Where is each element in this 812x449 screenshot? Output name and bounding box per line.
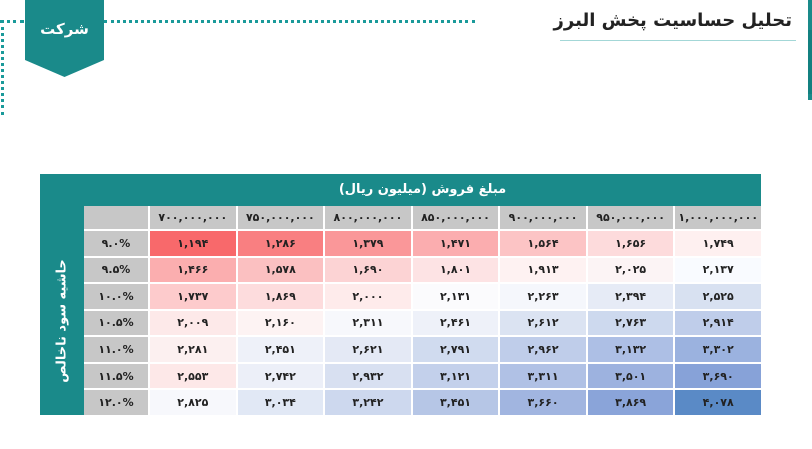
table-cell: ۲,۱۳۷ <box>675 258 761 283</box>
table-cell: ۳,۱۲۱ <box>413 364 499 389</box>
table-cell: ۳,۶۶۰ <box>500 390 586 415</box>
table-cell: ۲,۲۸۱ <box>150 337 236 362</box>
row-axis-label: حاشیه سود ناخالص <box>54 259 70 383</box>
row-header: ۹.۰% <box>84 231 148 256</box>
table-cell: ۳,۴۵۱ <box>413 390 499 415</box>
table-cell: ۱,۱۹۴ <box>150 231 236 256</box>
column-axis-label: مبلغ فروش (میلیون ریال) <box>338 182 507 197</box>
table-cell: ۳,۰۳۴ <box>238 390 324 415</box>
table-cell: ۲,۱۶۰ <box>238 311 324 336</box>
row-header: ۱۰.۵% <box>84 311 148 336</box>
row-header: ۱۱.۰% <box>84 337 148 362</box>
row-header: ۱۱.۵% <box>84 364 148 389</box>
table-cell: ۲,۴۵۱ <box>238 337 324 362</box>
table-cell: ۲,۹۶۲ <box>500 337 586 362</box>
table-cell: ۲,۶۲۱ <box>325 337 411 362</box>
table-cell: ۲,۳۱۱ <box>325 311 411 336</box>
table-cell: ۱,۹۱۳ <box>500 258 586 283</box>
table-cell: ۲,۰۰۹ <box>150 311 236 336</box>
table-cell: ۱,۸۰۱ <box>413 258 499 283</box>
table-cell: ۲,۲۶۳ <box>500 284 586 309</box>
ribbon-shape <box>25 0 104 77</box>
column-header: ۸۵۰,۰۰۰,۰۰۰ <box>413 206 499 229</box>
table-cell: ۲,۵۵۳ <box>150 364 236 389</box>
table-cell: ۴,۰۷۸ <box>675 390 761 415</box>
column-header: ۷۵۰,۰۰۰,۰۰۰ <box>238 206 324 229</box>
table-cell: ۲,۹۱۴ <box>675 311 761 336</box>
column-axis-band <box>84 174 761 206</box>
table-cell: ۲,۸۲۵ <box>150 390 236 415</box>
title-divider <box>560 40 796 41</box>
table-cell: ۱,۴۷۱ <box>413 231 499 256</box>
table-cell: ۲,۰۲۵ <box>588 258 674 283</box>
table-cell: ۱,۵۶۴ <box>500 231 586 256</box>
table-cell: ۳,۲۴۲ <box>325 390 411 415</box>
dotted-guide-top <box>104 20 475 23</box>
table-cell: ۲,۵۲۵ <box>675 284 761 309</box>
table-cell: ۲,۱۳۱ <box>413 284 499 309</box>
table-cell: ۲,۹۳۲ <box>325 364 411 389</box>
column-header: ۷۰۰,۰۰۰,۰۰۰ <box>150 206 236 229</box>
sensitivity-table <box>40 174 761 415</box>
ribbon-label: شرکت <box>40 20 89 38</box>
table-cell: ۱,۷۳۷ <box>150 284 236 309</box>
table-cell: ۲,۷۶۳ <box>588 311 674 336</box>
row-header: ۱۰.۰% <box>84 284 148 309</box>
table-cell: ۲,۶۱۲ <box>500 311 586 336</box>
column-header: ۸۰۰,۰۰۰,۰۰۰ <box>325 206 411 229</box>
table-cell: ۲,۷۹۱ <box>413 337 499 362</box>
row-header: ۹.۵% <box>84 258 148 283</box>
table-cell: ۳,۵۰۱ <box>588 364 674 389</box>
table-cell: ۲,۴۶۱ <box>413 311 499 336</box>
right-edge-accent <box>808 30 812 94</box>
company-ribbon <box>25 0 104 77</box>
table-cell: ۱,۴۶۶ <box>150 258 236 283</box>
table-cell: ۱,۲۸۶ <box>238 231 324 256</box>
row-header: ۱۲.۰% <box>84 390 148 415</box>
table-cell: ۳,۸۶۹ <box>588 390 674 415</box>
table-grid <box>84 206 761 415</box>
table-cell: ۳,۱۳۲ <box>588 337 674 362</box>
table-cell: ۱,۸۶۹ <box>238 284 324 309</box>
row-axis-band <box>40 174 84 415</box>
table-cell: ۱,۷۴۹ <box>675 231 761 256</box>
table-cell: ۳,۳۱۱ <box>500 364 586 389</box>
table-cell: ۱,۵۷۸ <box>238 258 324 283</box>
page-title: تحلیل حساسیت پخش البرز <box>553 10 792 31</box>
column-header: ۱,۰۰۰,۰۰۰,۰۰۰ <box>675 206 761 229</box>
table-cell: ۲,۰۰۰ <box>325 284 411 309</box>
table-cell: ۲,۷۴۲ <box>238 364 324 389</box>
dotted-guide-vertical <box>1 20 4 115</box>
table-corner <box>84 206 148 229</box>
table-cell: ۱,۳۷۹ <box>325 231 411 256</box>
table-cell: ۱,۶۹۰ <box>325 258 411 283</box>
table-cell: ۱,۶۵۶ <box>588 231 674 256</box>
table-cell: ۲,۳۹۴ <box>588 284 674 309</box>
table-cell: ۳,۳۰۲ <box>675 337 761 362</box>
column-header: ۹۵۰,۰۰۰,۰۰۰ <box>588 206 674 229</box>
column-header: ۹۰۰,۰۰۰,۰۰۰ <box>500 206 586 229</box>
table-cell: ۳,۶۹۰ <box>675 364 761 389</box>
